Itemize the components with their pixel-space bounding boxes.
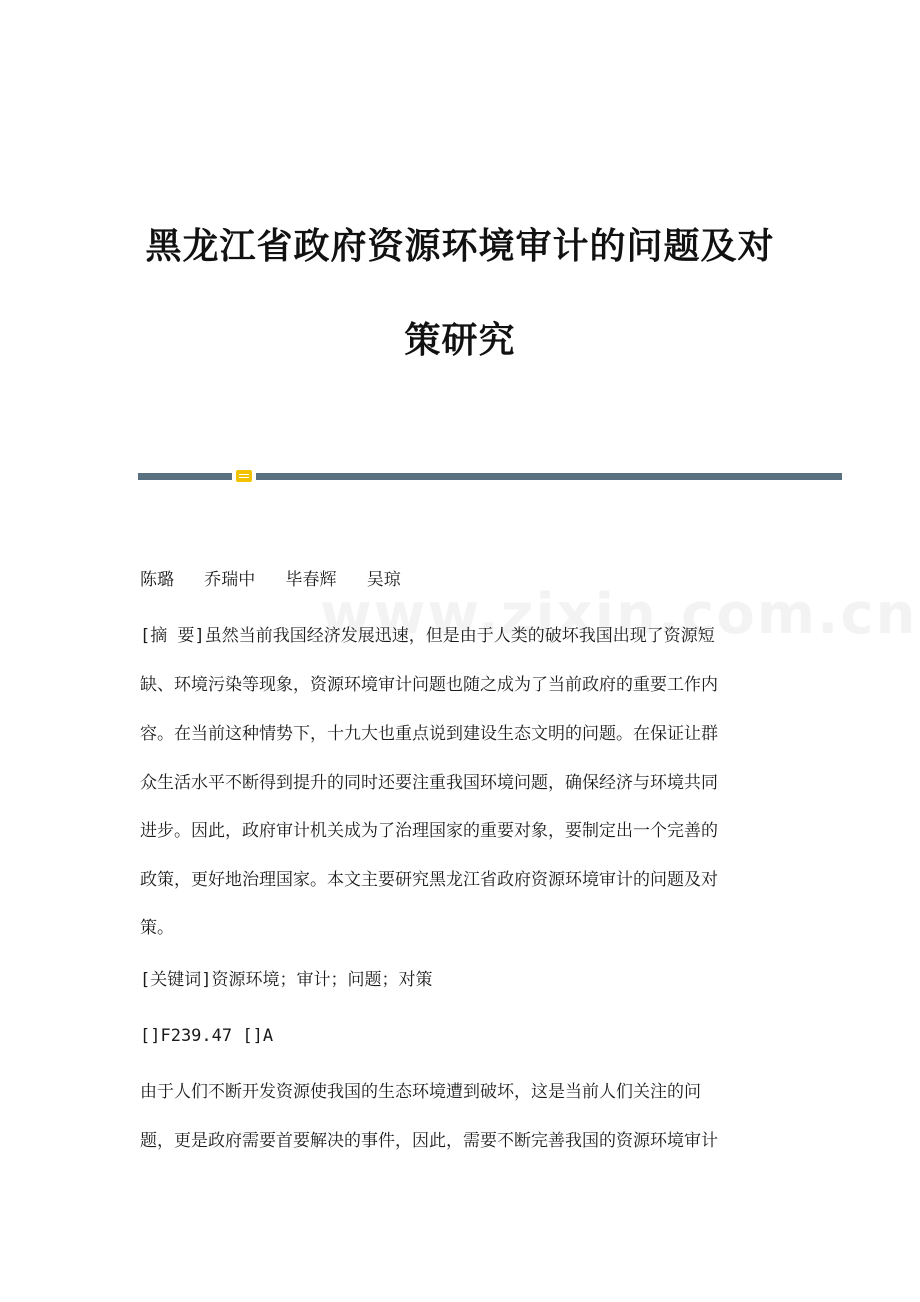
- document-title-line-2: 策研究: [404, 319, 516, 361]
- title-divider: [138, 470, 842, 482]
- divider-badge-icon: [236, 470, 252, 482]
- divider-left-segment: [138, 473, 232, 480]
- author-name: 陈璐: [140, 570, 174, 590]
- abstract-line: 政策，更好地治理国家。本文主要研究黑龙江省政府资源环境审计的问题及对: [140, 870, 718, 890]
- abstract-line: 缺、环境污染等现象，资源环境审计问题也随之成为了当前政府的重要工作内: [140, 675, 718, 695]
- body-paragraph-line: 题，更是政府需要首要解决的事件，因此，需要不断完善我国的资源环境审计: [140, 1131, 718, 1151]
- abstract-line: 容。在当前这种情势下，十九大也重点说到建设生态文明的问题。在保证让群: [140, 724, 718, 744]
- classification-line: []F239.47 []A: [140, 1026, 274, 1046]
- authors-line: [140, 568, 421, 592]
- keywords-line: [关键词]资源环境；审计；问题；对策: [140, 970, 433, 990]
- abstract-line: 众生活水平不断得到提升的同时还要注重我国环境问题，确保经济与环境共同: [140, 773, 718, 793]
- abstract-line: 进步。因此，政府审计机关成为了治理国家的重要对象，要制定出一个完善的: [140, 821, 718, 841]
- document-title-line-1: 黑龙江省政府资源环境审计的问题及对: [145, 225, 775, 267]
- abstract-line: 策。: [140, 918, 174, 938]
- body-paragraph-line: 由于人们不断开发资源使我国的生态环境遭到破坏，这是当前人们关注的问: [140, 1082, 701, 1102]
- author-name: 乔瑞中: [204, 570, 256, 590]
- author-name: 毕春辉: [285, 570, 337, 590]
- divider-right-segment: [256, 473, 842, 480]
- abstract-line: [摘 要]虽然当前我国经济发展迅速，但是由于人类的破坏我国出现了资源短: [140, 626, 715, 646]
- author-name: 吴琼: [366, 570, 401, 590]
